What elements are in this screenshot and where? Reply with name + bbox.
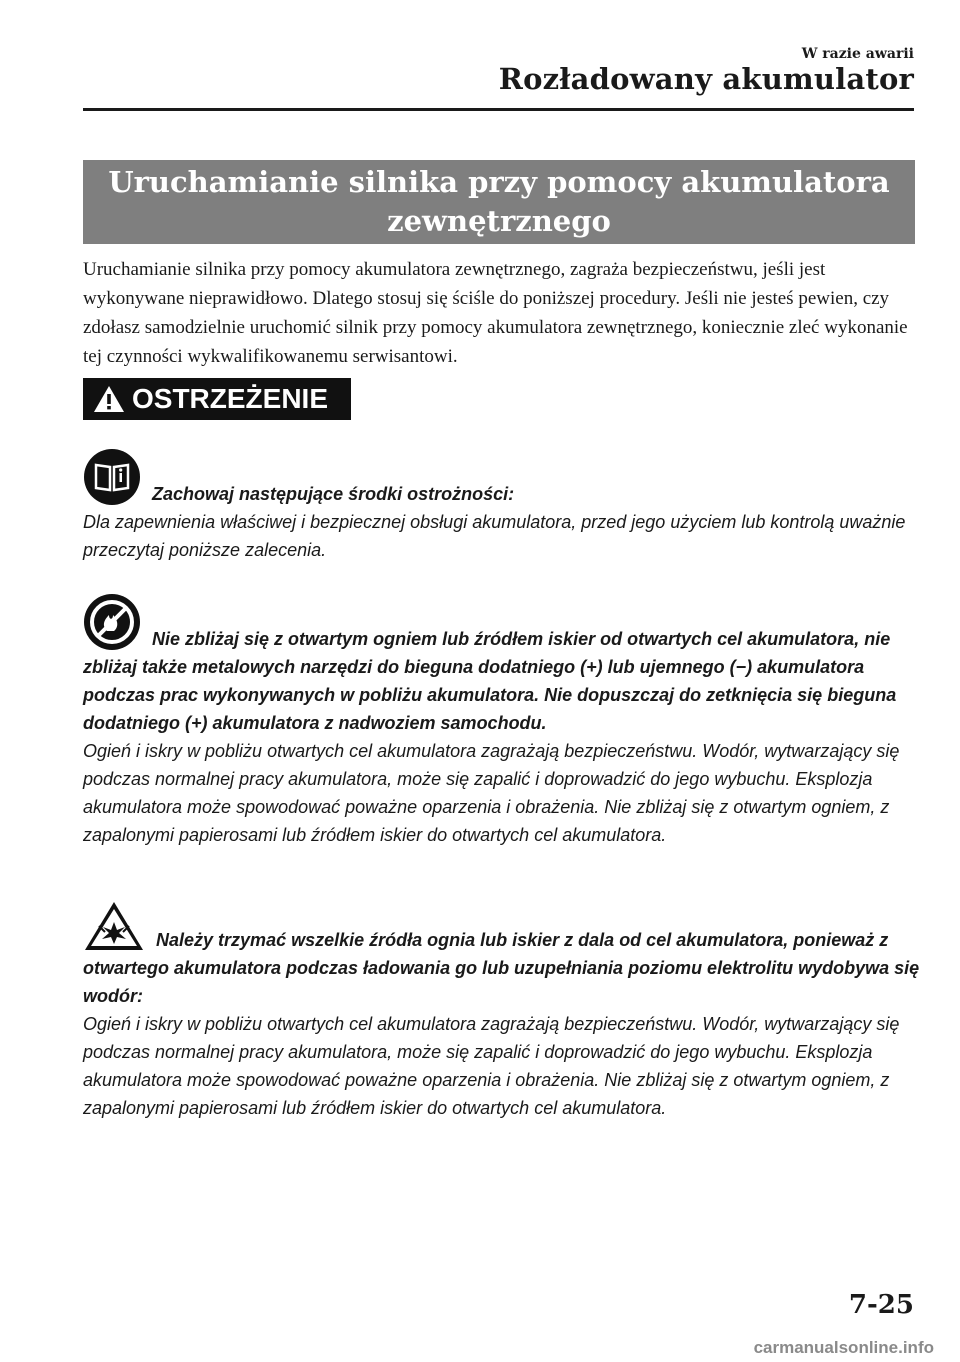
hydrogen-body: Ogień i iskry w pobliżu otwartych cel akumulatora zagrażają bezpieczeństwu. Wodór, wytwarzający się podczas normalnej pracy akumulatora, może się zapalić i doprowadzić do jego wybuchu. Eksplozja akumulatora może spowodować poważne oparzenia i obrażenia. Nie zbliżaj się z otwartym ogniem, z zapalonymi papierosami lub źródłem iskier do otwartych cel akumulatora. — [83, 1014, 900, 1118]
header-section-label: W razie awarii — [801, 46, 914, 62]
precautions-body: Dla zapewnienia właściwej i bezpiecznej obsługi akumulatora, przed jego użyciem lub kontrolą uważnie przeczytaj poniższe zalecenia. — [83, 512, 906, 560]
warning-label: OSTRZEŻENIE — [132, 383, 329, 414]
no-fire-body: Ogień i iskry w pobliżu otwartych cel akumulatora zagrażają bezpieczeństwu. Wodór, wytwarzający się podczas normalnej pracy akumulatora, może się zapalić i doprowadzić do jego wybuchu. Eksplozja akumulatora może spowodować poważne oparzenia i obrażenia. Nie zbliżaj się z otwartym ogniem, z zapalonymi papierosami lub źródłem iskier do otwartych cel akumulatora. — [83, 741, 900, 845]
header-divider — [83, 108, 914, 111]
hydrogen-block — [83, 900, 923, 1122]
no-fire-heading: Nie zbliżaj się z otwartym ogniem lub źródłem iskier od otwartych cel akumulatora, nie zbliżaj także metalowych narzędzi do bieguna dodatniego (+) lub ujemnego (−) akumulatora podczas prac wykonywanych w pobliżu akumulatora. Nie dopuszczaj do zetknięcia się bieguna dodatniego (+) akumulatora z nadwoziem samochodu. — [83, 629, 897, 733]
hydrogen-heading: Należy trzymać wszelkie źródła ognia lub iskier z dala od cel akumulatora, ponieważ z otwartego akumulatora podczas ładowania go lub uzupełniania poziomu elektrolitu wydobywa się wodór: — [83, 930, 920, 1006]
header-title: Rozładowany akumulator — [498, 62, 914, 96]
watermark: carmanualsonline.info — [753, 1338, 934, 1357]
precautions-block — [83, 448, 923, 564]
no-fire-block — [83, 593, 923, 849]
section-title-line-1: Uruchamianie silnika przy pomocy akumulatora — [108, 165, 890, 199]
manual-book-icon — [83, 448, 141, 506]
no-fire-icon — [83, 593, 141, 651]
explosion-warning-icon — [83, 900, 145, 952]
warning-badge — [83, 378, 351, 420]
page-number: 7-25 — [848, 1290, 914, 1320]
section-title-line-2: zewnętrznego — [387, 204, 611, 238]
intro-paragraph: Uruchamianie silnika przy pomocy akumulatora zewnętrznego, zagraża bezpieczeństwu, jeśli jest wykonywane nieprawidłowo. Dlatego stosuj się ściśle do poniższej procedury. Jeśli nie jesteś pewien, czy zdołasz samodzielnie uruchomić silnik przy pomocy akumulatora zewnętrznego, koniecznie zleć wykonanie tej czynności wykwalifikowanemu serwisantowi. — [83, 259, 908, 367]
precautions-heading: Zachowaj następujące środki ostrożności: — [152, 484, 515, 504]
warning-triangle-icon — [92, 384, 126, 414]
section-banner — [83, 160, 915, 244]
